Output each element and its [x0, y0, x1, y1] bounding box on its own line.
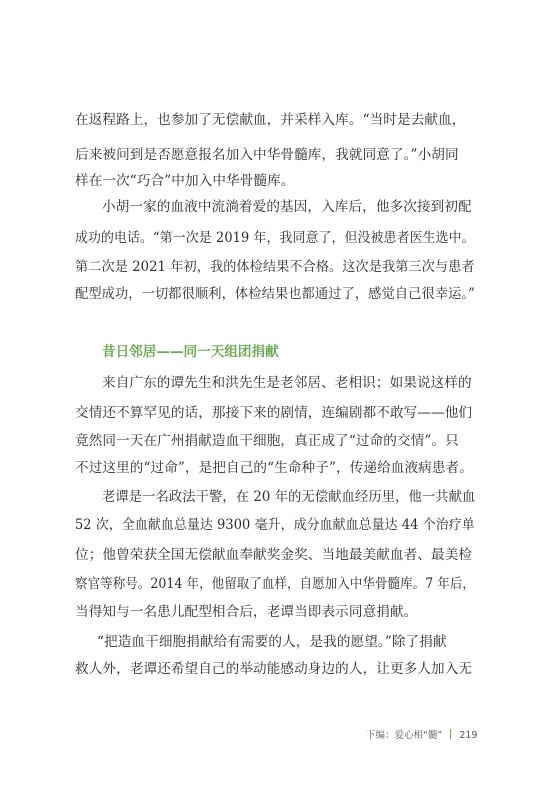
page-number: 219	[459, 730, 478, 741]
text-line: 救人外，老谭还希望自己的举动能感动身边的人，让更多人加入无	[75, 661, 473, 677]
text-line: 在返程路上，也参加了无偿献血，并采样入库。“当时是去献血，	[75, 112, 466, 128]
footer-section-title: 下编：爱心相“髓”	[366, 730, 443, 741]
text-line: 察官等称号。2014 年，他留取了血样，自愿加入中华骨髓库。7 年后，	[75, 576, 476, 592]
text-line: 位；他曾荣获全国无偿献血奉献奖金奖、当地最美献血者、最美检	[75, 547, 473, 563]
text-line: 当得知与一名患儿配型相合后，老谭当即表示同意捐献。	[75, 604, 418, 620]
text-line: 成功的电话。“第一次是 2019 年，我同意了，但没被患者医生选中。	[75, 230, 475, 246]
text-line: 第二次是 2021 年初，我的体检结果不合格。这次是我第三次与患者	[75, 259, 475, 275]
text-line: 样在一次“巧合”中加入中华骨髓库。	[75, 173, 295, 189]
text-line: 52 次，全血献血总量达 9300 毫升，成分血献血总量达 44 个治疗单	[75, 517, 475, 533]
text-line: 老谭是一名政法干警，在 20 年的无偿献血经历里，他一共献血	[102, 489, 476, 505]
text-line: 来自广东的谭先生和洪先生是老邻居、老相识；如果说这样的	[102, 375, 472, 391]
text-line: 不过这里的“过命”，是把自己的“生命种子”，传递给血液病患者。	[75, 460, 473, 476]
text-line: 交情还不算罕见的话，那接下来的剧情，连编剧都不敢写——他们	[75, 405, 473, 421]
text-line: 竟然同一天在广州捐献造血干细胞，真正成了“过命的交情”。只	[75, 433, 459, 449]
text-line: 配型成功，一切都很顺利，体检结果也都通过了，感觉自己很幸运。”	[75, 286, 476, 302]
page-footer	[366, 729, 477, 743]
footer-separator	[450, 729, 451, 739]
section-heading: 昔日邻居——同一天组团捐献	[102, 344, 279, 360]
text-line: “把造血干细胞捐献给有需要的人，是我的愿望。”除了捐献	[97, 634, 447, 650]
text-line: 后来被问到是否愿意报名加入中华骨髓库，我就同意了。”小胡同	[75, 147, 459, 163]
text-line: 小胡一家的血液中流淌着爱的基因，入库后，他多次接到初配	[102, 199, 472, 215]
